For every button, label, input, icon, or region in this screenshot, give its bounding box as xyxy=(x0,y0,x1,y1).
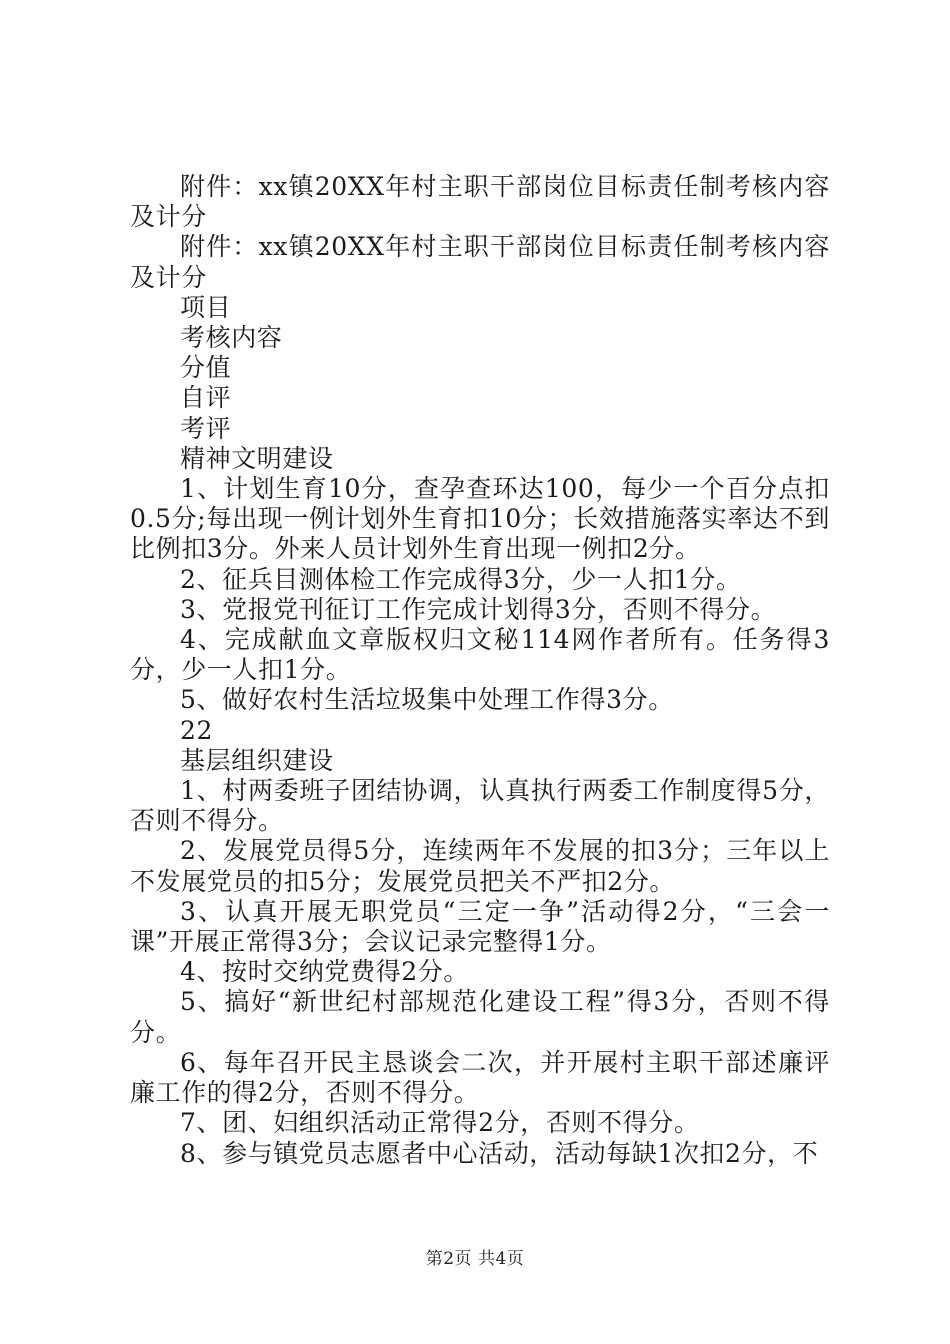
organization-item-8: 8、参与镇党员志愿者中心活动，活动每缺1次扣2分，不 xyxy=(180,1138,819,1168)
attachment-title: 附件：xx镇20XX年村主职干部岗位目标责任制考核内容及计分 xyxy=(130,172,830,232)
organization-item-4: 4、按时交纳党费得2分。 xyxy=(180,957,470,987)
section-heading-civilization: 精神文明建设 xyxy=(180,443,334,473)
civilization-item-1: 1、计划生育10分，查孕查环达100，每少一个百分点扣0.5分;每出现一例计划外生育扣10分；长效措施落实率达不到比例扣3分。外来人员计划外生育出现一例扣2分。 xyxy=(130,474,830,564)
organization-item-6: 6、每年召开民主恳谈会二次，并开展村主职干部述廉评廉工作的得2分，否则不得分。 xyxy=(130,1047,830,1108)
header-score: 分值 xyxy=(180,353,232,383)
header-self-eval: 自评 xyxy=(180,383,232,413)
organization-item-1: 1、村两委班子团结协调，认真执行两委工作制度得5分，否则不得分。 xyxy=(130,776,830,836)
organization-item-3: 3、认真开展无职党员“三定一争”活动得2分，“三会一课”开展正常得3分；会议记录完整得1分。 xyxy=(130,896,830,957)
organization-item-5: 5、搞好“新世纪村部规范化建设工程”得3分，否则不得分。 xyxy=(130,987,830,1047)
attachment-title-repeat: 附件：xx镇20XX年村主职干部岗位目标责任制考核内容及计分 xyxy=(130,232,830,292)
header-project: 项目 xyxy=(180,292,232,322)
organization-item-7: 7、团、妇组织活动正常得2分，否则不得分。 xyxy=(180,1108,700,1138)
organization-item-2: 2、发展党员得5分，连续两年不发展的扣3分；三年以上不发展党员的扣5分；发展党员把关不严扣2分。 xyxy=(130,836,830,896)
header-eval: 考评 xyxy=(180,413,232,443)
section-heading-organization: 基层组织建设 xyxy=(180,745,334,775)
civilization-item-5: 5、做好农村生活垃圾集中处理工作得3分。 xyxy=(180,685,674,715)
civilization-score: 22 xyxy=(180,715,214,745)
civilization-item-3: 3、党报党刊征订工作完成计划得3分，否则不得分。 xyxy=(180,594,777,624)
header-content: 考核内容 xyxy=(180,323,283,353)
page-footer: 第2页 共4页 xyxy=(425,1249,525,1269)
civilization-item-4: 4、完成献血文章版权归文秘114网作者所有。任务得3分，少一人扣1分。 xyxy=(130,625,830,685)
civilization-item-2: 2、征兵目测体检工作完成得3分，少一人扣1分。 xyxy=(180,564,742,594)
document-body xyxy=(130,172,830,1169)
